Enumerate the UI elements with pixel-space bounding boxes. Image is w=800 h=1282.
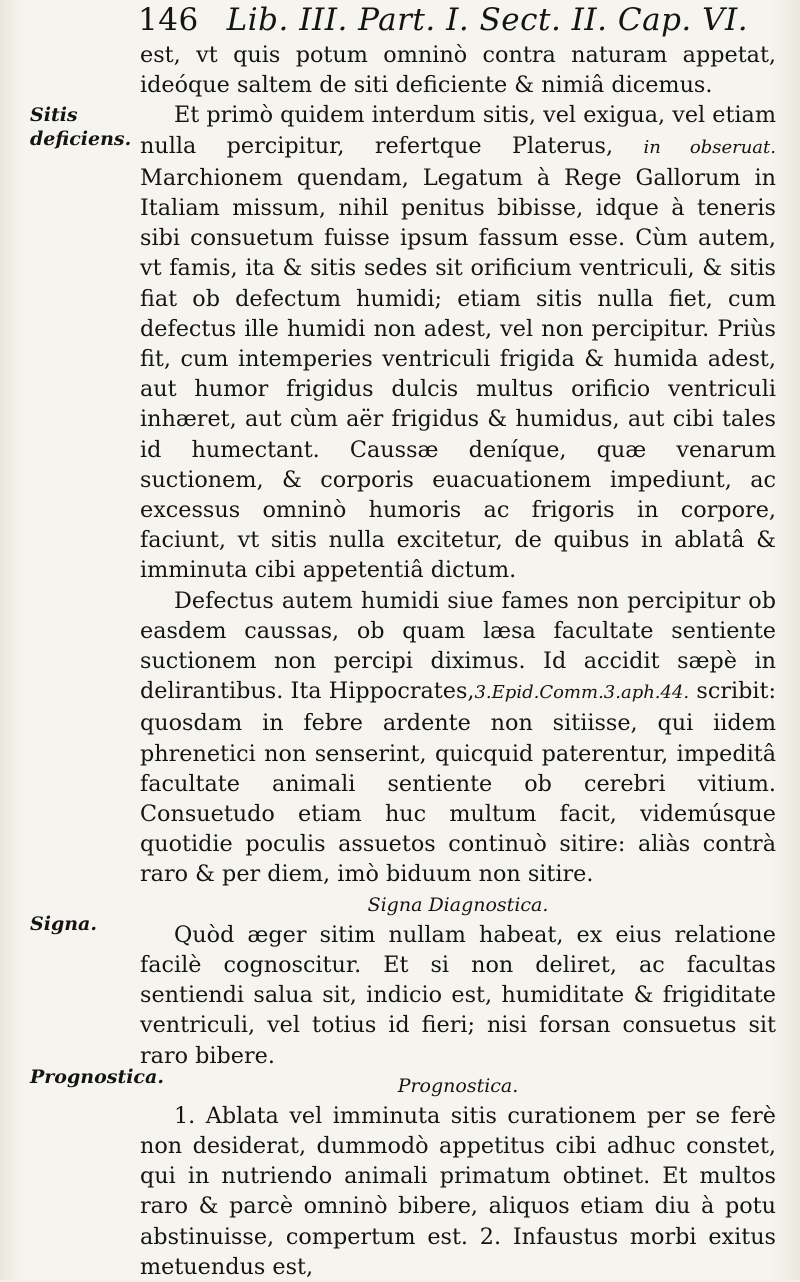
paragraph-sitis-deficiens xyxy=(140,100,776,585)
paragraph-defectus xyxy=(140,586,776,890)
text-run: Marchionem quendam, Legatum à Rege Gallorum in Italiam missum, nihil penitus bibisse, idque à teneris sibi consuetum fuisse ipsum fassum esse. Cùm autem, vt famis, ita & sitis sedes sit orificium ventriculi, & sitis fiat ob defectum humidi; etiam sitis nulla fiet, cum defectus ille humidi non adest, vel non percipitur. Priùs fit, cum intemperies ventriculi frigida & humida adest, aut humor frigidus dulcis multus orificio ventriculi inhæret, aut cùm aër frigidus & humidus, aut cibi tales id humectant. Caussæ deníque, quæ venarum suctionem, & corporis euacuationem impediunt, ac excessus omninò humoris ac frigoris in corpore, faciunt, vt sitis nulla excitetur, de quibus in ablatâ & imminuta cibi appetentiâ dictum. xyxy=(140,164,776,584)
page-number: 146 xyxy=(138,2,199,38)
margin-note-prognostica: Prognostica. xyxy=(30,1066,164,1088)
main-text xyxy=(140,40,776,1282)
section-heading-prognostica: Prognostica. xyxy=(397,1074,519,1097)
text-run: Defectus autem humidi siue fames non percipitur ob easdem caussas, ob quam læsa facultate sentiente suctionem non percipi diximus. Id accidit sæpè in delirantibus. Ita Hippocrates, xyxy=(140,587,776,705)
margin-note-sitis-deficiens: Sitis deficiens. xyxy=(30,104,132,150)
paragraph-continuation: est, vt quis potum omninò contra naturam appetat, ideóque saltem de siti deficiente & nimiâ dicemus. xyxy=(140,42,776,99)
running-title: Lib. III. Part. I. Sect. II. Cap. VI. xyxy=(226,2,749,38)
paragraph-signa: Quòd æger sitim nullam habeat, ex eius relatione facilè cognoscitur. Et si non deliret, ac facultas sentiendi salua sit, indicio est, humiditate & frigiditate ventriculi, vel totius id fieri; nisi forsan consuetus sit raro bibere. xyxy=(140,921,776,1069)
running-header xyxy=(138,2,778,40)
citation: in obseruat. xyxy=(643,136,776,158)
citation: 3.Epid.Comm.3.aph.44. xyxy=(474,682,690,704)
margin-note-signa: Signa. xyxy=(30,913,97,935)
text-run: scribit: quosdam in febre ardente non sitiisse, qui iidem phrenetici non senserint, quicquid paterentur, impeditâ facultate animali sentiente ob cerebri vitium. Consuetudo etiam huc multum facit, videmúsque quotidie poculis assuetos continuò sitire: aliàs contrà raro & per diem, imò biduum non sitire. xyxy=(140,678,777,888)
text-run: Et primò quidem interdum sitis, vel exigua, vel etiam nulla percipitur, refertque Platerus, xyxy=(140,102,776,159)
paragraph-prognostica: 1. Ablata vel imminuta sitis curationem per se ferè non desiderat, dummodò appetitus cibi adhuc constet, qui in nutriendo animali primatum obtinet. Et multos raro & parcè omninò bibere, aliquos etiam diu à potu abstinuisse, compertum est. 2. Infaustus morbi exitus metuendus est, xyxy=(140,1102,776,1280)
section-heading-signa: Signa Diagnostica. xyxy=(367,893,549,916)
